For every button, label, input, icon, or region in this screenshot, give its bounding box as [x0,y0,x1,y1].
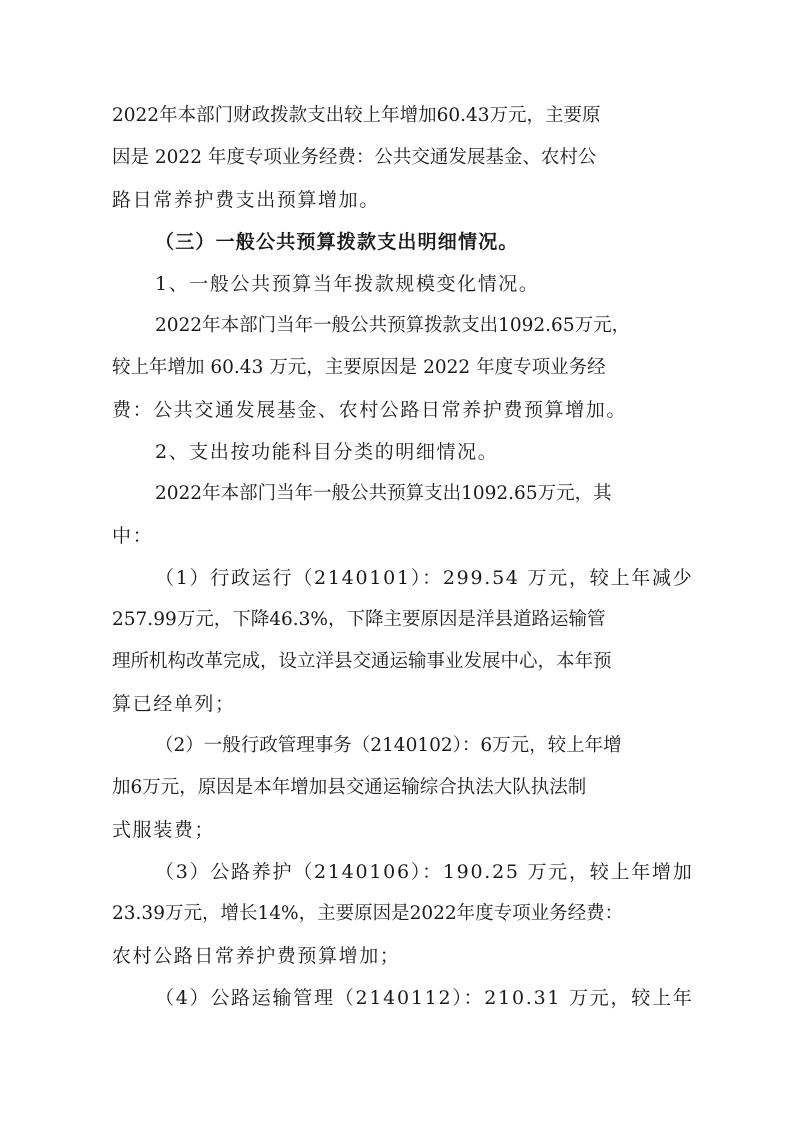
list-item-line: 算已经单列； [112,693,236,715]
list-item-line: 257.99万元，下降46.3%，下降主要原因是洋县道路运输管 [112,609,606,630]
paragraph-line: 较上年增加 60.43 万元，主要原因是 2022 年度专项业务经 [112,357,606,378]
list-item-line: 23.39万元，增长14%，主要原因是2022年度专项业务经费： [112,903,624,924]
list-item-line: （1）行政运行（2140101）：299.54 万元，较上年减少 [155,567,694,589]
list-item-line: 加6万元，原因是本年增加县交通运输综合执法大队执法制 [112,777,587,798]
paragraph-line: 2022年本部门财政拨款支出较上年增加60.43万元，主要原 [112,105,601,126]
list-item-line: （3）公路养护（2140106）：190.25 万元，较上年增加 [155,861,694,883]
paragraph-line: 2022年本部门当年一般公共预算支出1092.65万元，其 [155,483,612,504]
section-heading: （三）一般公共预算拨款支出明细情况。 [155,231,519,253]
paragraph-line: 中： [112,525,154,547]
list-item-line: 式服装费； [112,819,216,841]
list-item-line: （2）一般行政管理事务（2140102）：6万元，较上年增 [155,735,622,756]
subsection-title: 1、一般公共预算当年拨款规模变化情况。 [155,273,540,295]
list-item-line: 农村公路日常养护费预算增加； [112,945,401,967]
paragraph-line: 2022年本部门当年一般公共预算拨款支出1092.65万元， [155,315,631,336]
paragraph-line: 费：公共交通发展基金、农村公路日常养护费预算增加。 [112,399,628,421]
paragraph-line: 路日常养护费支出预算增加。 [112,189,380,211]
paragraph-line: 因是 2022 年度专项业务经费：公共交通发展基金、农村公 [112,147,597,168]
subsection-title: 2、支出按功能科目分类的明细情况。 [155,441,499,463]
list-item-line: （4）公路运输管理（2140112）：210.31 万元，较上年 [155,987,694,1009]
list-item-line: 理所机构改革完成，设立洋县交通运输事业发展中心，本年预 [112,651,612,672]
